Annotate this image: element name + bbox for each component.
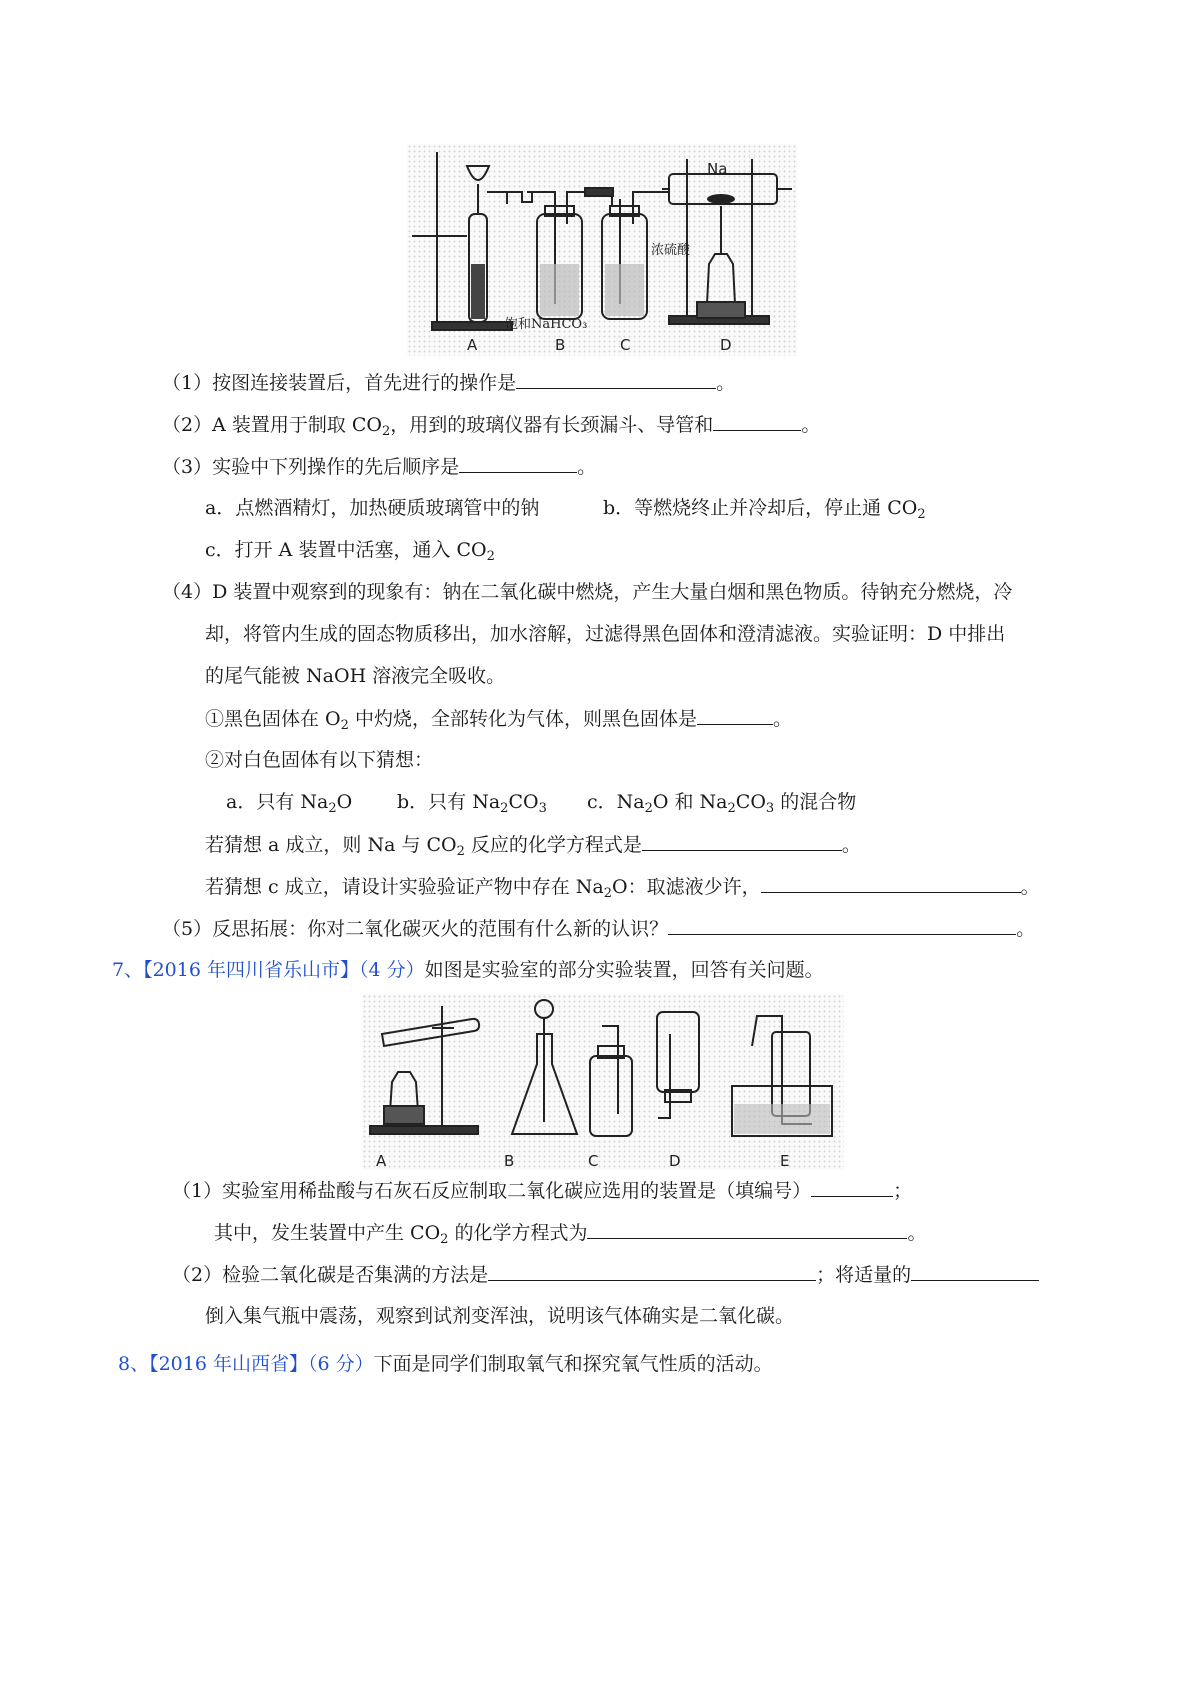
q8-header: 8、【2016 年山西省】（6 分）下面是同学们制取氧气和探究氧气性质的活动。 (118, 1353, 773, 1375)
answer-blank[interactable] (668, 916, 1016, 935)
apparatus-figure-2 (362, 994, 844, 1170)
answer-blank[interactable] (488, 1262, 816, 1281)
answer-blank[interactable] (697, 706, 773, 725)
figure2-label-d: D (669, 1152, 681, 1170)
na-annotation: Na (707, 160, 728, 178)
q6-part5: （5）反思拓展：你对二氧化碳灭火的范围有什么新的认识？ 。 (162, 918, 1036, 940)
answer-blank[interactable] (642, 832, 842, 851)
answer-blank[interactable] (713, 412, 801, 431)
q7-part2: （2）检验二氧化碳是否集满的方法是 ；将适量的 (172, 1262, 1039, 1287)
q6-part4-sub4: 若猜想 c 成立，请设计实验验证产物中存在 $Na_2O$：取滤液少许， 。 (205, 876, 1040, 901)
q6-operation-c: c．打开 A 装置中活塞，通入 $CO_2$ (205, 539, 495, 564)
answer-blank[interactable] (911, 1262, 1039, 1281)
apparatus-diagram-2 (362, 994, 844, 1170)
q6-part4-sub2: ②对白色固体有以下猜想： (205, 749, 434, 771)
q7-part1-equation: 其中，发生装置中产生 $CO_2$ 的化学方程式为 。 (214, 1222, 927, 1247)
q7-part2-line2: 倒入集气瓶中震荡，观察到试剂变浑浊，说明该气体确实是二氧化碳。 (205, 1305, 795, 1327)
q6-part3: （3）实验中下列操作的先后顺序是 。 (162, 456, 597, 478)
q6-part4-line1: （4）D 装置中观察到的现象有：钠在二氧化碳中燃烧，产生大量白烟和黑色物质。待钠充分燃烧，冷 (162, 581, 1013, 603)
apparatus-diagram-1 (407, 144, 797, 356)
figure1-label-b: B (555, 336, 566, 354)
figure2-label-b: B (504, 1152, 515, 1170)
figure2-label-a: A (376, 1152, 387, 1170)
q6-part4-line3: 的尾气能被 NaOH 溶液完全吸收。 (205, 665, 506, 687)
q6-operation-a: a．点燃酒精灯，加热硬质玻璃管中的钠 (205, 497, 540, 519)
q6-part4-sub3: 若猜想 a 成立，则 Na 与 $CO_2$ 反应的化学方程式是 。 (205, 834, 861, 859)
figure1-label-d: D (720, 336, 732, 354)
q6-part4-sub1: ①黑色固体在 $O_2$ 中灼烧，全部转化为气体，则黑色固体是 。 (205, 708, 792, 733)
nahco3-annotation: 饱和NaHCO₃ (505, 317, 588, 332)
q6-operation-b: b．等燃烧终止并冷却后，停止通 $CO_2$ (603, 497, 926, 522)
q6-part4-line2: 却，将管内生成的固态物质移出，加水溶解，过滤得黑色固体和澄清滤液。实验证明：D 中排出 (205, 623, 1006, 645)
answer-blank[interactable] (459, 454, 577, 473)
answer-blank[interactable] (516, 370, 716, 389)
q6-guess-a: a．只有 $Na_2O$ (226, 791, 353, 816)
figure2-label-c: C (588, 1152, 599, 1170)
figure1-label-a: A (467, 336, 478, 354)
q6-part2: （2）A 装置用于制取 $CO_2$，用到的玻璃仪器有长颈漏斗、导管和 。 (162, 414, 821, 439)
apparatus-figure-1 (407, 144, 797, 356)
q6-part1: （1）按图连接装置后，首先进行的操作是 。 (162, 372, 736, 394)
q6-guess-b: b．只有 $Na_2CO_3$ (397, 791, 547, 816)
figure1-label-c: C (620, 336, 631, 354)
conc-acid-annotation: 浓硫酸 (651, 243, 691, 258)
answer-blank[interactable] (587, 1220, 907, 1239)
answer-blank[interactable] (761, 874, 1021, 893)
q7-header: 7、【2016 年四川省乐山市】（4 分）如图是实验室的部分实验装置，回答有关问题。 (112, 959, 824, 981)
q6-guess-c: c．$Na_2O$ 和 $Na_2CO_3$ 的混合物 (587, 791, 857, 816)
answer-blank[interactable] (811, 1178, 893, 1197)
q7-part1: （1）实验室用稀盐酸与石灰石反应制取二氧化碳应选用的装置是（填编号） ； (172, 1180, 913, 1202)
figure2-label-e: E (780, 1152, 790, 1170)
